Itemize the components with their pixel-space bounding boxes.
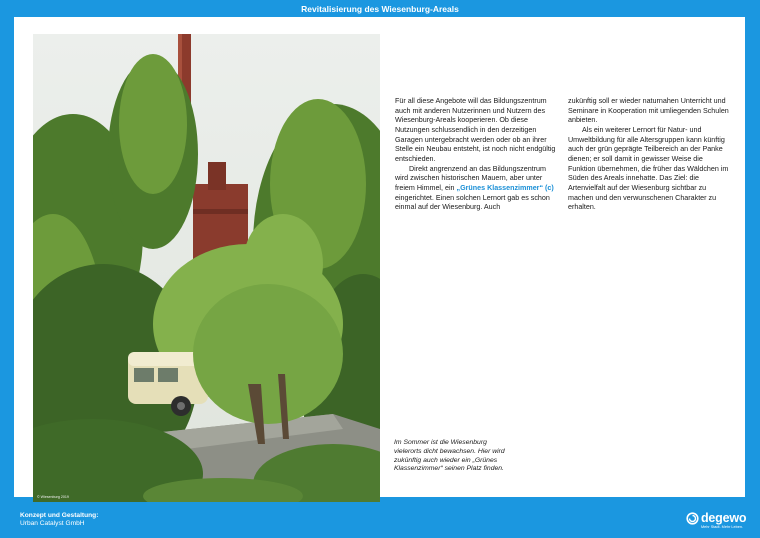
page-sheet (14, 17, 745, 497)
photo-caption: Im Sommer ist die Wiesenburg vielerorts dicht bewachsen. Hier wird zukünftig auch wieder ein „Grünes Klassenzimmer“ seinen Platz finden. (394, 439, 505, 473)
document-title: Revitalisierung des Wiesenburg-Areals (301, 4, 459, 14)
paragraph: zukünftig soll er wieder naturnahen Unterricht und Seminare in Kooperation mit umliegenden Schulen anbieten. (568, 97, 729, 125)
paragraph: Für all diese Angebote will das Bildungszentrum auch mit anderen Nutzerinnen und Nutzern des Wiesenburg-Areals kooperieren. Ob diese Nutzungen schlussendlich in den derzeitigen Garagen untergebracht werden oder ob an ihrer Stelle ein Neubau entsteht, ist noch nicht endgültig entschieden. (395, 97, 556, 163)
credits-label: Konzept und Gestaltung: (20, 512, 99, 519)
highlight-link: „Grünes Klassenzimmer“ (c) (456, 183, 554, 192)
logo-wordmark: degewo (701, 511, 747, 525)
text-column-1 (395, 97, 558, 213)
overgrown-building-photo (33, 34, 380, 502)
footer-credits (20, 512, 98, 529)
text-run: Direkt angrenzend an das Bildungszentrum wird zwischen historischen Mauern, aber unter freiem Himmel, ein (395, 164, 546, 192)
text-column-2 (568, 97, 731, 213)
credits-value: Urban Catalyst GmbH (20, 520, 85, 528)
paragraph: Als ein weiterer Lernort für Natur- und Umweltbildung für alle Altersgruppen kann künftig auch der grün geprägte Teilbereich an der Panke dienen; er soll damit in gewisser Weise die Funktion übernehmen, die früher das Wäldchen im Süden des Areals innehatte. Das Ziel: die Artenvielfalt auf der Wiesenburg sichtbar zu machen und den verwunschenen Charakter zu erhalten. (568, 125, 729, 212)
logo-tagline: Mehr Stadt. Mehr Leben. (701, 525, 743, 529)
paragraph (395, 165, 558, 213)
degewo-logo (686, 511, 746, 533)
degewo-swirl-icon (686, 512, 699, 525)
text-run: eingerichtet. Einen solchen Lernort gab es schon einmal auf der Wiesenburg. Auch (395, 193, 550, 212)
photo-credit: © Wiesenburg 2019 (37, 495, 69, 499)
